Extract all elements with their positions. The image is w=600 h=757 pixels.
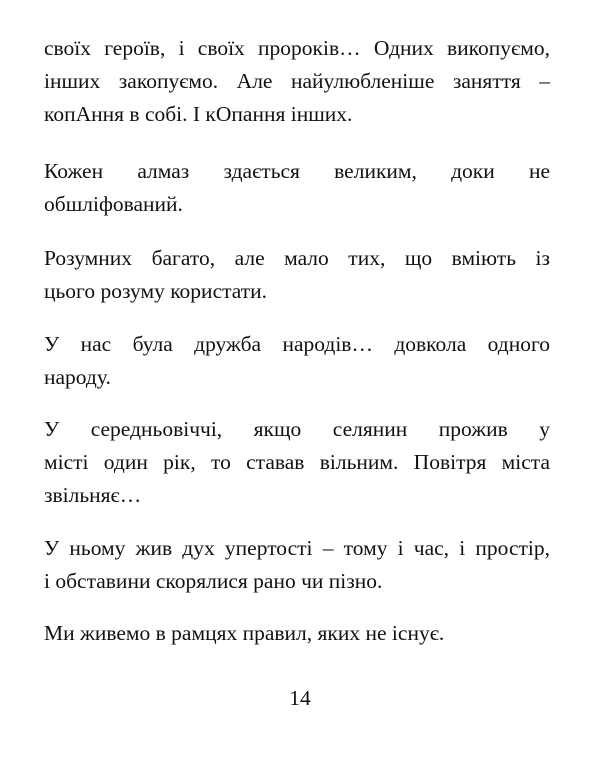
text-line: інших закопуємо. Але найулюбленіше заняття – [44, 69, 550, 93]
text-line: обшліфований. [44, 192, 183, 216]
text-line: Розумних багато, але мало тих, що вміють із [44, 246, 550, 270]
paragraph-stubbornness [44, 532, 550, 598]
text-line: копАння в собі. І кОпання інших. [44, 102, 353, 126]
paragraph-friendship [44, 328, 550, 394]
text-line: місті один рік, то ставав вільним. Повітря міста [44, 450, 550, 474]
text-line: і обставини скорялися рано чи пізно. [44, 569, 383, 593]
text-line: цього розуму користати. [44, 279, 268, 303]
text-line: У нас була дружба народів… довкола одного [44, 332, 550, 356]
text-line: своїх героїв, і своїх пророків… Одних викопуємо, [44, 36, 550, 60]
text-line: У ньому жив дух упертості – тому і час, і простір, [44, 536, 550, 560]
paragraph-clever [44, 242, 550, 308]
paragraph-heroes [44, 32, 550, 131]
paragraph-rules [44, 617, 550, 650]
text-line: звільняє… [44, 483, 142, 507]
paragraph-diamond [44, 155, 550, 221]
text-line: Ми живемо в рамцях правил, яких не існує. [44, 621, 445, 645]
page-number: 14 [289, 686, 311, 710]
paragraph-middle-ages [44, 413, 550, 512]
text-line: У середньовіччі, якщо селянин прожив у [44, 417, 550, 441]
text-line: Кожен алмаз здається великим, доки не [44, 159, 550, 183]
text-line: народу. [44, 365, 111, 389]
